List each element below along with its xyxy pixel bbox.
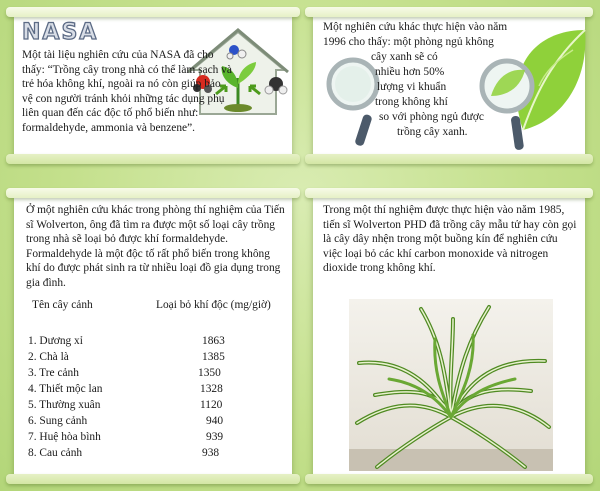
removal-value: 1350	[198, 367, 221, 379]
plant-name: 1. Dương xỉ	[28, 335, 83, 347]
plant-name: 2. Chà là	[28, 351, 69, 363]
nasa-info-card	[14, 14, 292, 157]
removal-value: 1385	[202, 351, 225, 363]
table-row	[28, 397, 278, 413]
table-row	[28, 429, 278, 445]
header-plant-name: Tên cây cảnh	[32, 299, 93, 311]
table-row	[28, 381, 278, 397]
plant-name: 8. Cau cảnh	[28, 447, 83, 459]
formaldehyde-study-card	[14, 195, 292, 477]
removal-value: 938	[202, 447, 220, 459]
text-line: lượng vi khuẩn	[377, 81, 447, 93]
table-row	[28, 445, 278, 461]
plant-name: 7. Huệ hòa bình	[28, 431, 101, 443]
nasa-study-text: Một tài liệu nghiên cứu của NASA đã cho thấy: “Trồng cây trong nhà có thể làm sạch và trẻ hóa không khí, ngoài ra nó còn giúp bảo vệ con người tránh khỏi những tác dụng phụ liên quan đến các độc tố phổ biến như: formaldehyde, ammonia và benzene”.	[22, 49, 232, 134]
spider-plant-study-text: Trong một thí nghiệm được thực hiện vào năm 1985, tiến sĩ Wolverton PHD đã trồng cây mẫu tử hay còn gọi là cây dây nhện trong một buồng kín để nghiên cứu việc loại bỏ các khí carbon monoxide và nitrogen dioxide trong không khí.	[323, 204, 577, 275]
nasa-logo: NASA	[22, 20, 99, 45]
header-removal-rate: Loại bỏ khí độc (mg/giờ)	[156, 299, 271, 311]
table-header	[28, 299, 278, 315]
magnifier-icon-right	[471, 56, 545, 154]
formaldehyde-intro-text: Ở một nghiên cứu khác trong phòng thí nghiệm của Tiến sĩ Wolverton, ông đã tìm ra được một số loại cây trồng trong nhà sẽ loại bỏ được khí formaldehyde. Formaldehyde là một độc tố rất phổ biến trong không khí do được phát sinh ra từ nhiều loại đồ gia dụng trong gia đình.	[26, 204, 285, 289]
removal-value: 1120	[200, 399, 223, 411]
text-line: so với phòng ngủ được	[379, 111, 484, 123]
plant-name: 6. Sung cảnh	[28, 415, 88, 427]
text-line: trong không khí	[375, 96, 448, 108]
removal-value: 939	[206, 431, 224, 443]
text-line: cây xanh sẽ có	[371, 51, 438, 63]
bedroom-study-card	[313, 14, 585, 157]
spider-plant-study-card	[313, 195, 585, 477]
removal-value: 1328	[200, 383, 223, 395]
plant-name: 3. Tre cảnh	[28, 367, 79, 379]
plant-table	[28, 299, 278, 461]
text-line: 1996 cho thấy: một phòng ngủ không	[323, 36, 494, 48]
table-row	[28, 413, 278, 429]
table-row	[28, 333, 278, 349]
spider-plant-photo	[349, 299, 553, 471]
text-line: Một nghiên cứu khác thực hiện vào năm	[323, 21, 508, 33]
table-row	[28, 349, 278, 365]
removal-value: 940	[206, 415, 224, 427]
text-line: trồng cây xanh.	[397, 126, 468, 138]
table-row	[28, 365, 278, 381]
removal-value: 1863	[202, 335, 225, 347]
plant-name: 4. Thiết mộc lan	[28, 383, 103, 395]
plant-name: 5. Thường xuân	[28, 399, 101, 411]
text-line: nhiều hơn 50%	[375, 66, 445, 78]
